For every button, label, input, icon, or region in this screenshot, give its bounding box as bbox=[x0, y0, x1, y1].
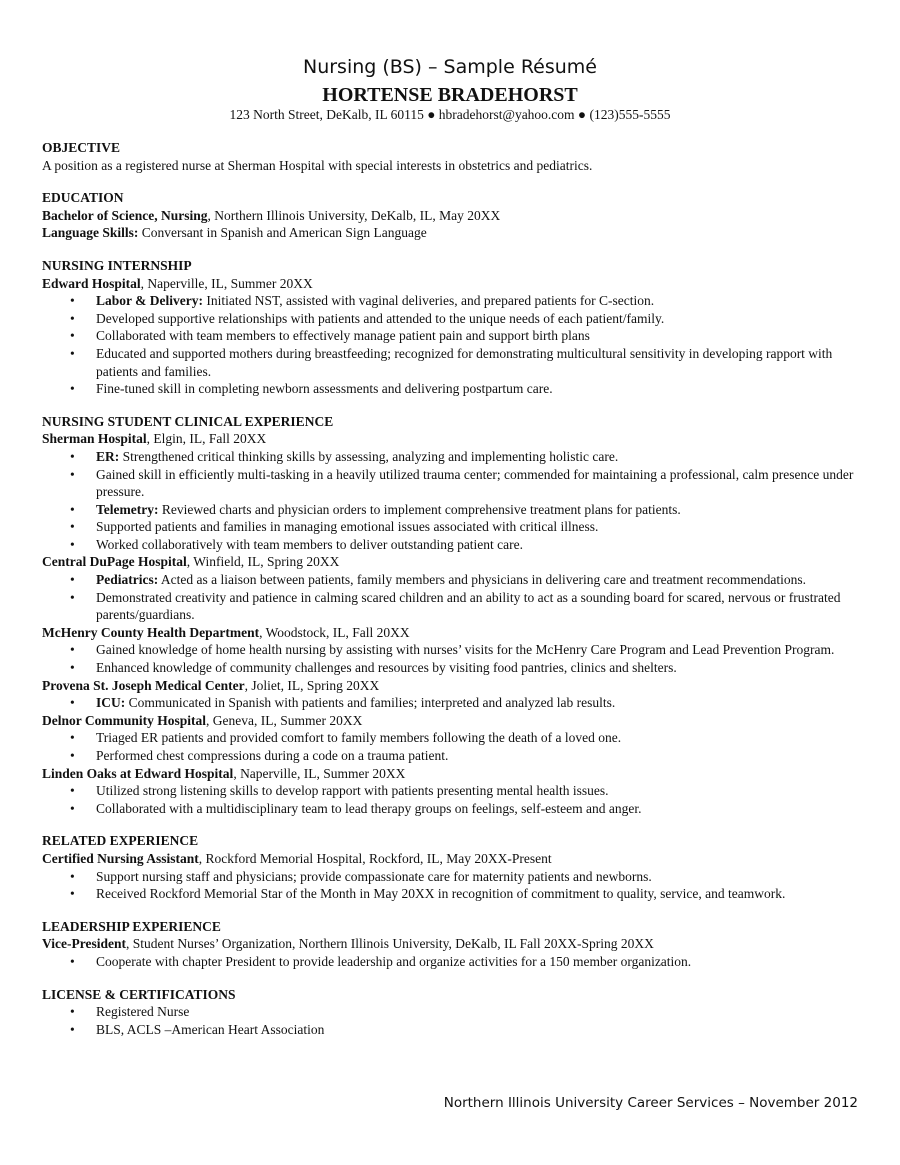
list-item bbox=[42, 536, 862, 554]
bullet-text: Gained knowledge of home health nursing by assisting with nurses’ visits for the McHenry Care Program and Lead Prevention Program. bbox=[96, 642, 835, 658]
bullet-text: Worked collaboratively with team members to deliver outstanding patient care. bbox=[96, 536, 524, 552]
bullet-label: ER: bbox=[96, 448, 120, 464]
bullet-list bbox=[42, 571, 862, 624]
org-line bbox=[42, 765, 862, 783]
degree-detail: , Northern Illinois University, DeKalb, IL, May 20XX bbox=[207, 207, 501, 223]
list-item bbox=[42, 589, 862, 624]
org-name: Delnor Community Hospital bbox=[42, 712, 207, 728]
role-line bbox=[42, 935, 862, 953]
degree-label: Bachelor of Science, Nursing bbox=[42, 207, 208, 223]
bullet-list bbox=[42, 292, 862, 398]
section-heading: LICENSE & CERTIFICATIONS bbox=[42, 986, 236, 1002]
list-item bbox=[42, 868, 862, 886]
bullet-text: Strengthened critical thinking skills by assessing, analyzing and implementing holistic care. bbox=[119, 448, 619, 464]
language-label: Language Skills: bbox=[42, 225, 139, 241]
bullet-text: Educated and supported mothers during breastfeeding; recognized for demonstrating multicultural sensitivity in developing rapport with patients and families. bbox=[96, 345, 833, 379]
org-line bbox=[42, 677, 862, 695]
bullet-text: Gained skill in efficiently multi-tasking in a heavily utilized trauma center; commended for maintaining a professional, calm presence under pressure. bbox=[96, 466, 854, 500]
bullet-list bbox=[42, 641, 862, 676]
org-detail: , Winfield, IL, Spring 20XX bbox=[186, 554, 340, 570]
section-heading: LEADERSHIP EXPERIENCE bbox=[42, 918, 221, 934]
list-item bbox=[42, 729, 862, 747]
list-item bbox=[42, 327, 862, 345]
education-section bbox=[42, 189, 862, 242]
org-detail: , Geneva, IL, Summer 20XX bbox=[206, 712, 363, 728]
bullet-label: Telemetry: bbox=[96, 501, 159, 517]
bullet-label: ICU: bbox=[96, 695, 126, 711]
bullet-text: Acted as a liaison between patients, family members and physicians in delivering care and treatment recommendations. bbox=[158, 572, 807, 588]
candidate-name: HORTENSE BRADEHORST bbox=[322, 84, 578, 106]
bullet-text: Developed supportive relationships with patients and attended to the unique needs of each patient/family. bbox=[96, 310, 665, 326]
org-line bbox=[42, 430, 862, 448]
list-item bbox=[42, 641, 862, 659]
list-item bbox=[42, 466, 862, 501]
list-item bbox=[42, 310, 862, 328]
bullet-text: Collaborated with team members to effectively manage patient pain and support birth plans bbox=[96, 328, 590, 344]
list-item bbox=[42, 571, 862, 589]
list-item bbox=[42, 953, 862, 971]
org-name: Linden Oaks at Edward Hospital bbox=[42, 765, 234, 781]
list-item bbox=[42, 292, 862, 310]
bullet-list bbox=[42, 1003, 862, 1038]
org-line bbox=[42, 624, 862, 642]
org-line bbox=[42, 712, 862, 730]
bullet-text: Initiated NST, assisted with vaginal deliveries, and prepared patients for C-section. bbox=[202, 293, 655, 309]
org-detail: , Naperville, IL, Summer 20XX bbox=[140, 275, 313, 291]
license-section bbox=[42, 986, 862, 1039]
bullet-list bbox=[42, 729, 862, 764]
list-item bbox=[42, 694, 862, 712]
list-item bbox=[42, 659, 862, 677]
org-line bbox=[42, 553, 862, 571]
language-line bbox=[42, 224, 862, 242]
list-item bbox=[42, 800, 862, 818]
list-item bbox=[42, 782, 862, 800]
clinical-section bbox=[42, 413, 862, 818]
bullet-text: Communicated in Spanish with patients and families; interpreted and analyzed lab results. bbox=[125, 695, 616, 711]
role-title: Vice-President bbox=[42, 936, 126, 952]
list-item bbox=[42, 345, 862, 380]
bullet-text: Enhanced knowledge of community challenges and resources by visiting food pantries, clinics and shelters. bbox=[96, 660, 677, 676]
leadership-section bbox=[42, 918, 862, 971]
list-item bbox=[42, 1003, 862, 1021]
list-item bbox=[42, 518, 862, 536]
bullet-list bbox=[42, 953, 862, 971]
bullet-text: Demonstrated creativity and patience in calming scared children and an ability to act as a sounding board for scared, nervous or frustrated parents/guardians. bbox=[96, 589, 841, 623]
bullet-list bbox=[42, 448, 862, 554]
bullet-text: Registered Nurse bbox=[96, 1004, 190, 1020]
bullet-text: Triaged ER patients and provided comfort to family members following the death of a loved one. bbox=[96, 730, 622, 746]
section-heading: NURSING INTERNSHIP bbox=[42, 257, 192, 273]
document-title: Nursing (BS) – Sample Résumé bbox=[302, 56, 597, 78]
list-item bbox=[42, 747, 862, 765]
related-section bbox=[42, 832, 862, 902]
resume-body bbox=[42, 139, 862, 1053]
objective-section bbox=[42, 139, 862, 174]
bullet-list bbox=[42, 868, 862, 903]
org-name: Central DuPage Hospital bbox=[42, 554, 187, 570]
org-name: McHenry County Health Department bbox=[42, 624, 260, 640]
role-detail: , Student Nurses’ Organization, Northern Illinois University, DeKalb, IL Fall 20XX-Spring 20XX bbox=[125, 936, 654, 952]
bullet-label: Labor & Delivery: bbox=[96, 293, 203, 309]
bullet-list bbox=[42, 694, 862, 712]
objective-text: A position as a registered nurse at Sherman Hospital with special interests in obstetrics and pediatrics. bbox=[42, 157, 593, 173]
bullet-text: Cooperate with chapter President to provide leadership and organize activities for a 150 member organization. bbox=[96, 953, 692, 969]
org-line bbox=[42, 275, 862, 293]
internship-section bbox=[42, 257, 862, 398]
bullet-label: Pediatrics: bbox=[96, 572, 159, 588]
list-item bbox=[42, 1021, 862, 1039]
bullet-text: Collaborated with a multidisciplinary team to lead therapy groups on feelings, self-esteem and anger. bbox=[96, 800, 642, 816]
section-heading: NURSING STUDENT CLINICAL EXPERIENCE bbox=[42, 413, 334, 429]
role-title: Certified Nursing Assistant bbox=[42, 850, 199, 866]
org-name: Provena St. Joseph Medical Center bbox=[42, 677, 245, 693]
bullet-text: Received Rockford Memorial Star of the Month in May 20XX in recognition of commitment to quality, service, and teamwork. bbox=[96, 886, 786, 902]
section-heading: OBJECTIVE bbox=[42, 140, 121, 155]
org-name: Edward Hospital bbox=[42, 275, 141, 291]
bullet-text: Supported patients and families in managing emotional issues associated with critical illness. bbox=[96, 519, 599, 535]
list-item bbox=[42, 501, 862, 519]
contact-line: 123 North Street, DeKalb, IL 60115 ● hbradehorst@yahoo.com ● (123)555-5555 bbox=[229, 107, 671, 122]
org-detail: , Elgin, IL, Fall 20XX bbox=[146, 431, 267, 447]
bullet-text: Performed chest compressions during a code on a trauma patient. bbox=[96, 748, 449, 763]
page-footer: Northern Illinois University Career Services – November 2012 bbox=[443, 1095, 858, 1111]
list-item bbox=[42, 380, 862, 398]
bullet-text: Fine-tuned skill in completing newborn assessments and delivering postpartum care. bbox=[96, 381, 553, 397]
bullet-text: BLS, ACLS –American Heart Association bbox=[96, 1021, 325, 1037]
org-name: Sherman Hospital bbox=[42, 431, 147, 447]
bullet-list bbox=[42, 782, 862, 817]
degree-line bbox=[42, 207, 862, 225]
org-detail: , Woodstock, IL, Fall 20XX bbox=[259, 624, 410, 640]
list-item bbox=[42, 448, 862, 466]
bullet-text: Reviewed charts and physician orders to implement comprehensive treatment plans for patients. bbox=[158, 501, 681, 517]
org-detail: , Joliet, IL, Spring 20XX bbox=[244, 677, 380, 693]
bullet-text: Support nursing staff and physicians; provide compassionate care for maternity patients and newborns. bbox=[96, 868, 652, 884]
org-detail: , Naperville, IL, Summer 20XX bbox=[233, 765, 406, 781]
bullet-text: Utilized strong listening skills to develop rapport with patients presenting mental health issues. bbox=[96, 783, 609, 799]
list-item bbox=[42, 885, 862, 903]
role-line bbox=[42, 850, 862, 868]
language-detail: Conversant in Spanish and American Sign Language bbox=[138, 225, 427, 241]
section-heading: RELATED EXPERIENCE bbox=[42, 833, 199, 849]
role-detail: , Rockford Memorial Hospital, Rockford, IL, May 20XX-Present bbox=[198, 850, 552, 866]
section-heading: EDUCATION bbox=[42, 190, 124, 206]
